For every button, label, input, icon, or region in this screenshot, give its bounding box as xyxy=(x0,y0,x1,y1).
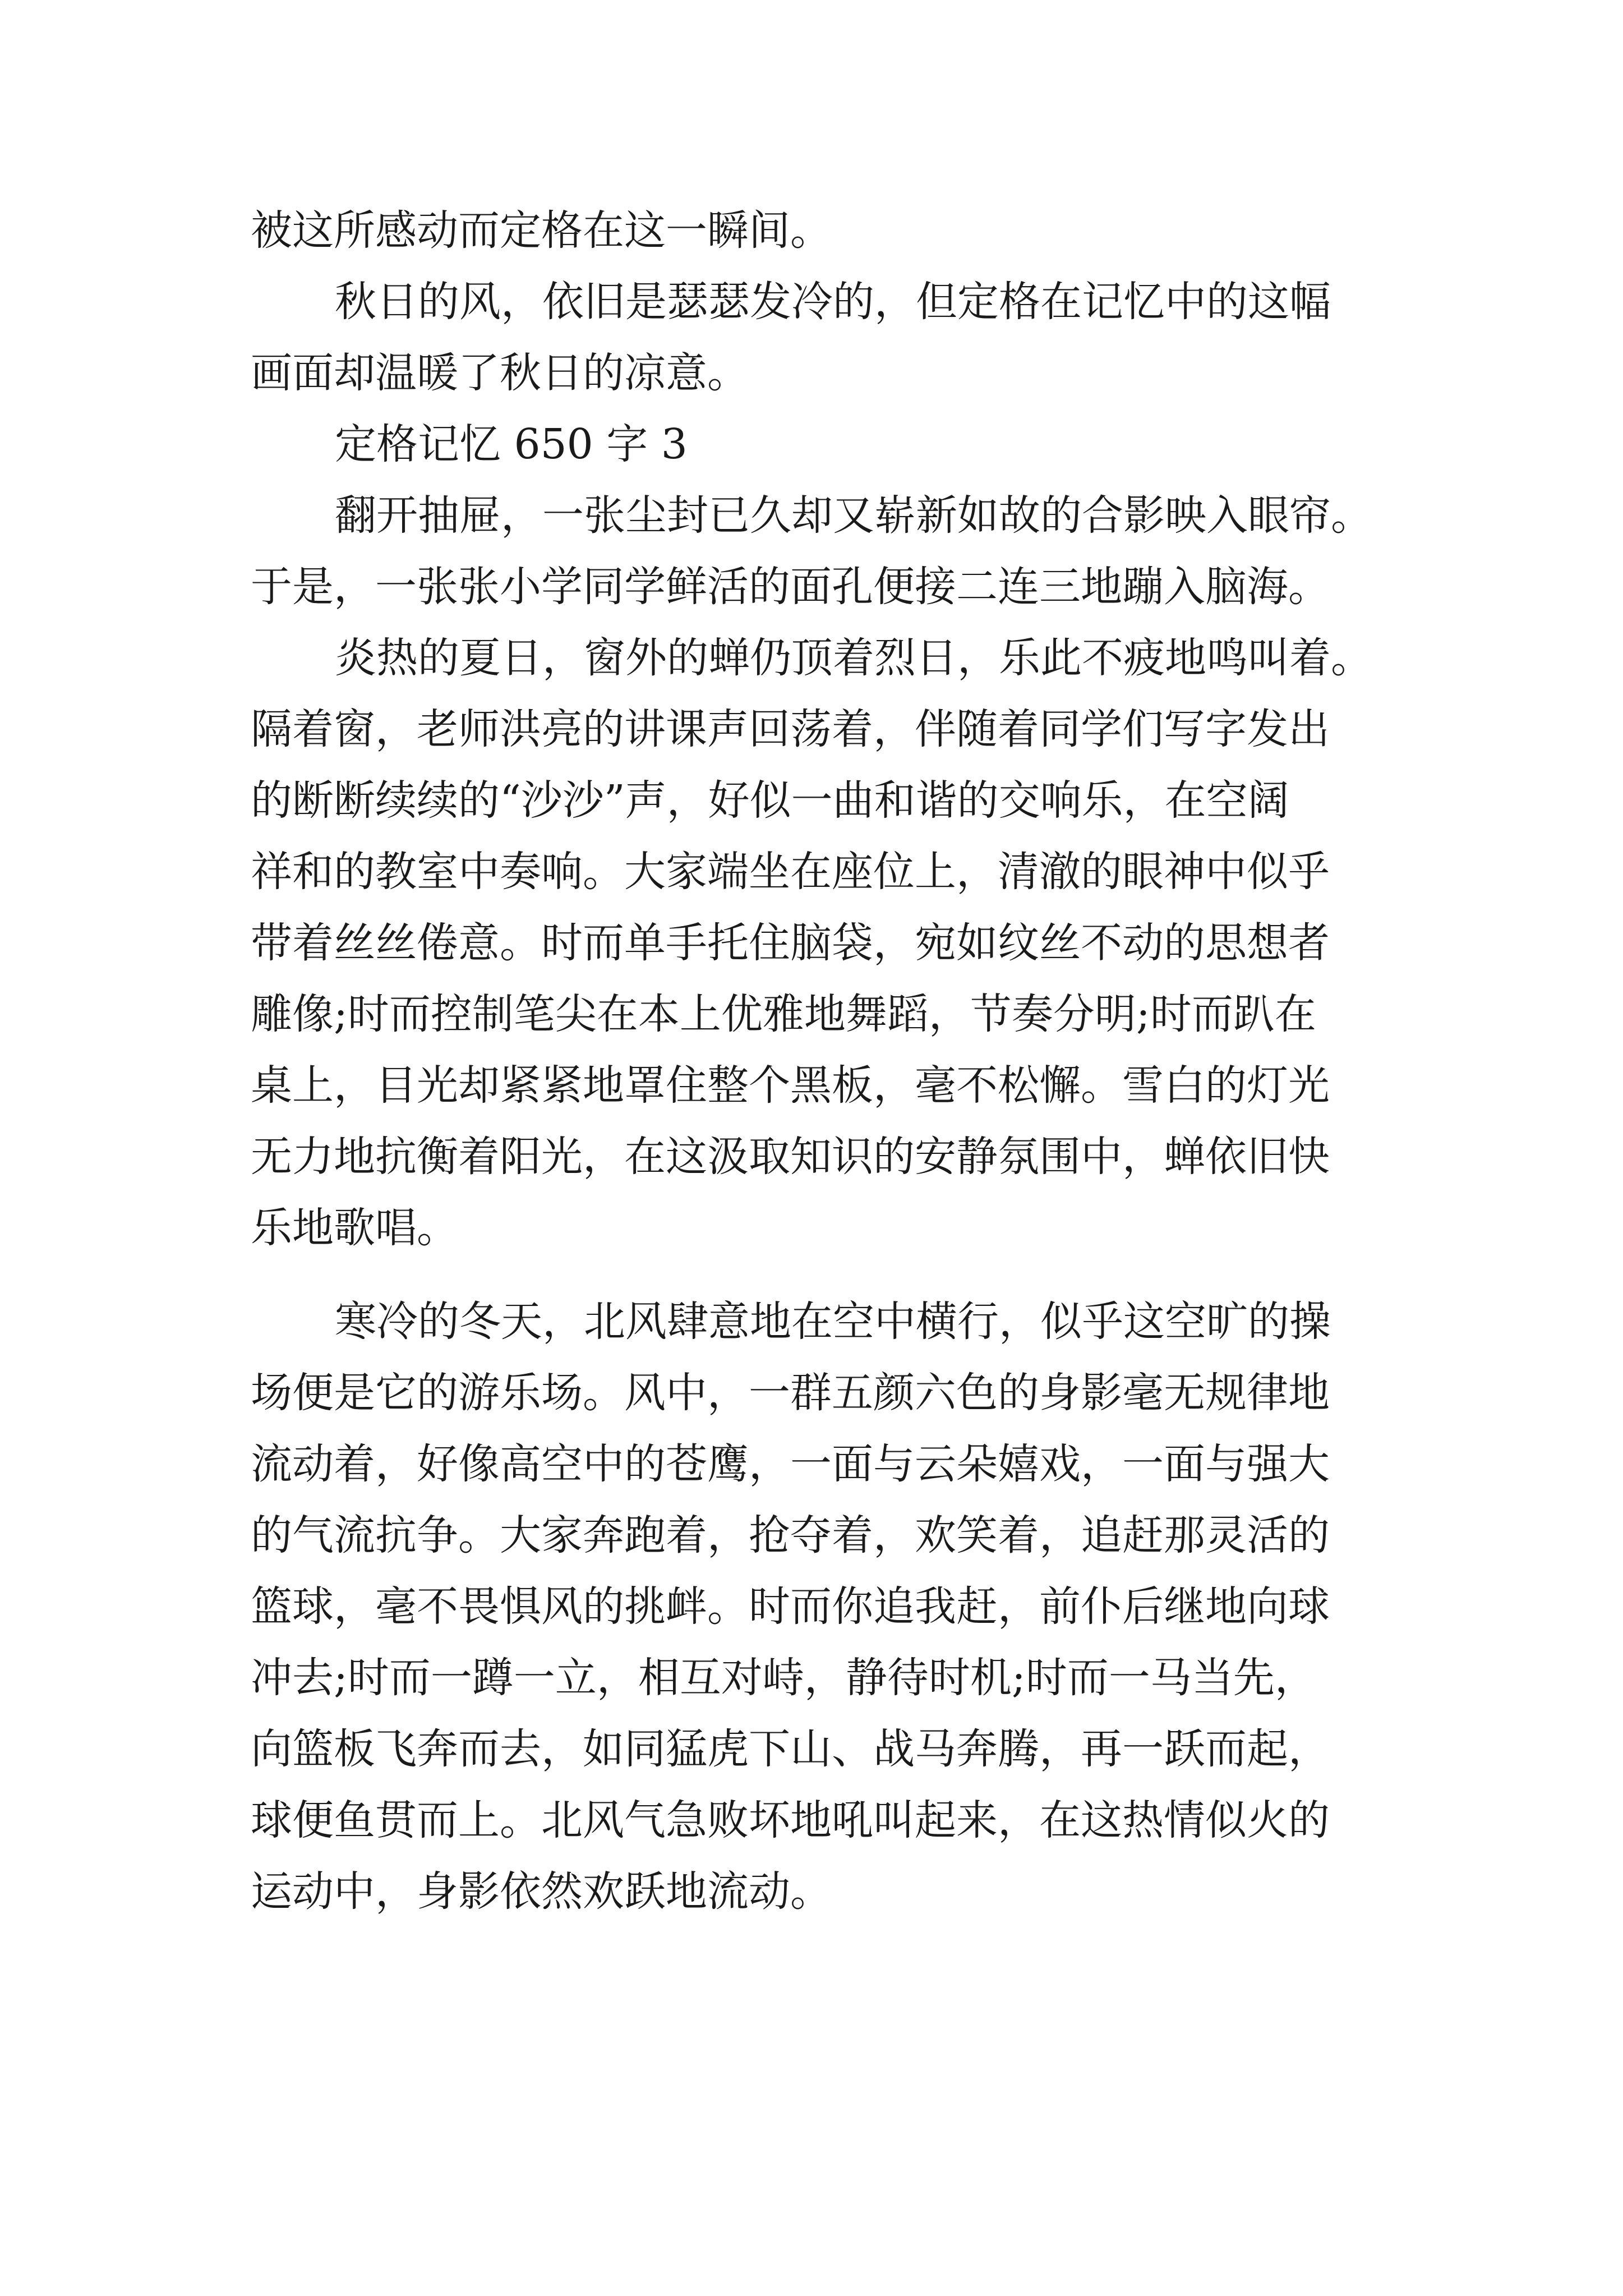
section-heading: 定格记忆 650 字 3 xyxy=(335,420,688,468)
text-line: 篮球，毫不畏惧风的挑衅。时而你追我赶，前仆后继地向球 xyxy=(251,1582,1330,1631)
text-line: 雕像;时而控制笔尖在本上优雅地舞蹈，节奏分明;时而趴在 xyxy=(251,990,1316,1038)
paragraph-first-line: 寒冷的冬天，北风肆意地在空中横行，似乎这空旷的操 xyxy=(335,1297,1331,1346)
paragraph-first-line: 秋日的风，依旧是瑟瑟发冷的，但定格在记忆中的这幅 xyxy=(335,278,1331,326)
text-line: 画面却温暖了秋日的凉意。 xyxy=(251,349,749,397)
text-line: 乐地歌唱。 xyxy=(251,1204,458,1252)
text-line: 流动着，好像高空中的苍鹰，一面与云朵嬉戏，一面与强大 xyxy=(251,1440,1330,1488)
text-line: 场便是它的游乐场。风中，一群五颜六色的身影毫无规律地 xyxy=(251,1369,1330,1417)
document-body xyxy=(251,195,1378,1927)
paragraph-first-line: 炎热的夏日，窗外的蝉仍顶着烈日，乐此不疲地鸣叫着。 xyxy=(335,634,1372,682)
text-line: 隔着窗，老师洪亮的讲课声回荡着，伴随着同学们写字发出 xyxy=(251,705,1330,753)
text-line: 球便鱼贯而上。北风气急败坏地吼叫起来，在这热情似火的 xyxy=(251,1796,1330,1844)
text-line: 带着丝丝倦意。时而单手托住脑袋，宛如纹丝不动的思想者 xyxy=(251,919,1330,967)
text-line: 运动中，身影依然欢跃地流动。 xyxy=(251,1867,832,1916)
text-line: 无力地抗衡着阳光，在这汲取知识的安静氛围中，蝉依旧快 xyxy=(251,1133,1330,1181)
text-line: 桌上，目光却紧紧地罩住整个黑板，毫不松懈。雪白的灯光 xyxy=(251,1061,1330,1110)
text-line: 向篮板飞奔而去，如同猛虎下山、战马奔腾，再一跃而起， xyxy=(251,1725,1330,1773)
text-line: 被这所感动而定格在这一瞬间。 xyxy=(251,206,832,255)
text-line: 的气流抗争。大家奔跑着，抢夺着，欢笑着，追赶那灵活的 xyxy=(251,1511,1330,1559)
text-line: 冲去;时而一蹲一立，相互对峙，静待时机;时而一马当先， xyxy=(251,1654,1316,1702)
text-line: 祥和的教室中奏响。大家端坐在座位上，清澈的眼神中似乎 xyxy=(251,848,1330,896)
text-line: 于是，一张张小学同学鲜活的面孔便接二连三地蹦入脑海。 xyxy=(251,563,1330,611)
paragraph-first-line: 翻开抽屉，一张尘封已久却又崭新如故的合影映入眼帘。 xyxy=(335,491,1372,540)
text-line: 的断断续续的“沙沙”声，好似一曲和谐的交响乐，在空阔 xyxy=(251,776,1289,825)
